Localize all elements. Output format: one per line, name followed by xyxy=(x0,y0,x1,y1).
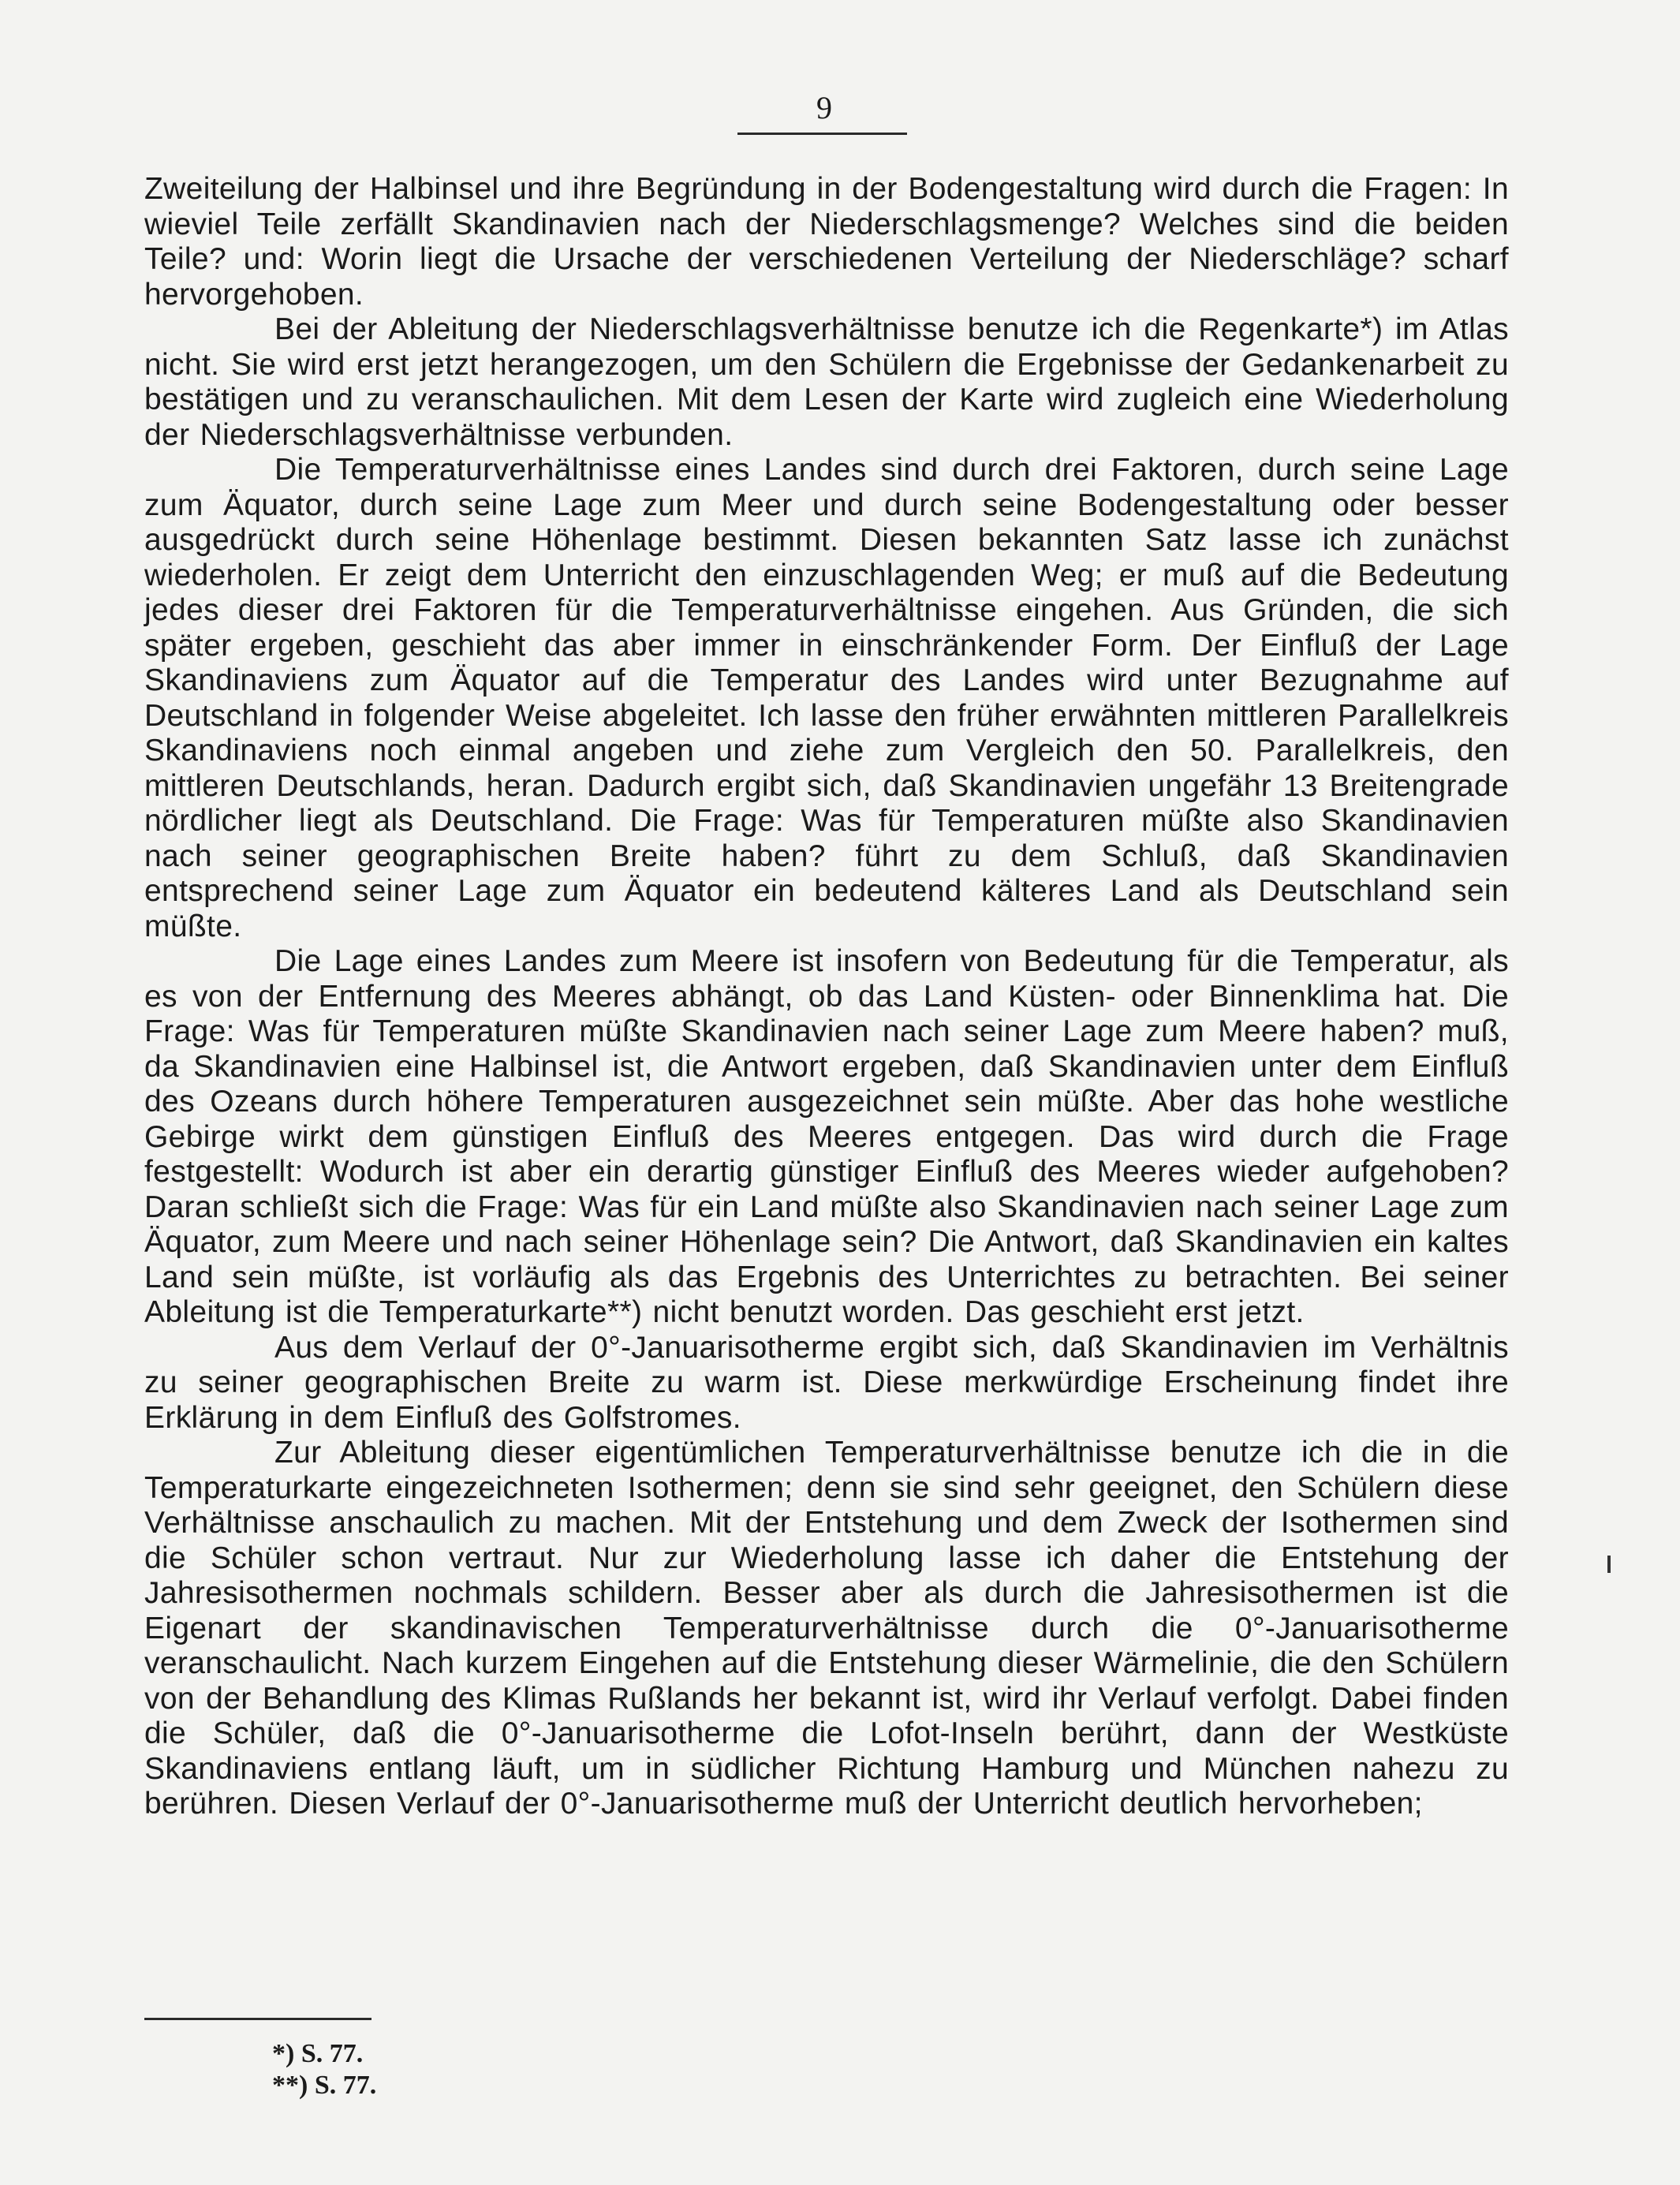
margin-mark xyxy=(1607,1556,1611,1573)
footnote-2: **) S. 77. xyxy=(272,2071,377,2100)
footnote-rule xyxy=(144,2018,371,2020)
paragraph-temperaturverhaeltnisse: Die Temperaturverhältnisse eines Landes sind durch drei Faktoren, durch seine Lage zum Äquator, durch seine Lage zum Meer und durch seine Bodengestaltung oder besser ausgedrückt durch seine Höhenlage bestimmt. Diesen bekannten Satz lasse ich zunächst wiederholen. Er zeigt dem Unterricht den einzuschlagenden Weg; er muß auf die Bedeutung jedes dieser drei Faktoren für die Temperaturverhältnisse eingehen. Aus Gründen, die sich später ergeben, geschieht das aber immer in einschränkender Form. Der Einfluß der Lage Skandinaviens zum Äquator auf die Temperatur des Landes wird unter Bezugnahme auf Deutschland in folgender Weise abgeleitet. Ich lasse den früher erwähnten mittleren Parallelkreis Skandinaviens noch einmal angeben und ziehe zum Vergleich den 50. Parallelkreis, den mittleren Deutschlands, heran. Dadurch ergibt sich, daß Skandinavien ungefähr 13 Breitengrade nördlicher liegt als Deutschland. Die Frage: Was für Temperaturen müßte also Skandinavien nach seiner geographischen Breite haben? führt zu dem Schluß, daß Skandinavien entsprechend seiner Lage zum Äquator ein bedeutend kälteres Land als Deutschland sein müßte. xyxy=(144,453,1509,943)
body-text xyxy=(144,172,1509,1822)
paragraph-januarisotherme: Aus dem Verlauf der 0°-Januarisotherme ergibt sich, daß Skandinavien im Verhältnis zu seiner geographischen Breite zu warm ist. Diese merkwürdige Erscheinung findet ihre Erklärung in dem Einfluß des Golfstromes. xyxy=(144,1330,1509,1435)
footnote-1: *) S. 77. xyxy=(272,2039,364,2068)
paragraph-continuation: Zweiteilung der Halbinsel und ihre Begründung in der Bodengestaltung wird durch die Fragen: In wieviel Teile zerfällt Skandinavien nach der Niederschlagsmenge? Welches sind die beiden Teile? und: Worin liegt die Ursache der verschiedenen Verteilung der Niederschläge? scharf hervorgehoben. xyxy=(144,172,1509,312)
paragraph-lage-zum-meere: Die Lage eines Landes zum Meere ist insofern von Bedeutung für die Temperatur, als es von der Entfernung des Meeres abhängt, ob das Land Küsten- oder Binnenklima hat. Die Frage: Was für Temperaturen müßte Skandinavien nach seiner Lage zum Meere haben? muß, da Skandinavien eine Halbinsel ist, die Antwort ergeben, daß Skandinavien unter dem Einfluß des Ozeans durch höhere Temperaturen ausgezeichnet sein müßte. Aber das hohe westliche Gebirge wirkt dem günstigen Einfluß des Meeres entgegen. Das wird durch die Frage festgestellt: Wodurch ist aber ein derartig günstiger Einfluß des Meeres wieder aufgehoben? Daran schließt sich die Frage: Was für ein Land müßte also Skandinavien nach seiner Lage zum Äquator, zum Meere und nach seiner Höhenlage sein? Die Antwort, daß Skandinavien ein kaltes Land sein müßte, ist vorläufig als das Ergebnis des Unterrichtes zu betrachten. Bei seiner Ableitung ist die Temperaturkarte**) nicht benutzt worden. Das geschieht erst jetzt. xyxy=(144,944,1509,1329)
footnotes xyxy=(272,2038,376,2101)
header-rule xyxy=(737,133,907,135)
paragraph-isothermen: Zur Ableitung dieser eigentümlichen Temperaturverhältnisse benutze ich die in die Temperaturkarte eingezeichneten Isothermen; denn sie sind sehr geeignet, den Schülern diese Verhältnisse anschaulich zu machen. Mit der Entstehung und dem Zweck der Isothermen sind die Schüler schon vertraut. Nur zur Wiederholung lasse ich daher die Entstehung der Jahresisothermen nochmals schildern. Besser aber als durch die Jahresisothermen ist die Eigenart der skandinavischen Temperaturverhältnisse durch die 0°-Januarisotherme veranschaulicht. Nach kurzem Eingehen auf die Entstehung dieser Wärmelinie, die den Schülern von der Behandlung des Klimas Rußlands her bekannt ist, wird ihr Verlauf verfolgt. Dabei finden die Schüler, daß die 0°-Januarisotherme die Lofot-Inseln berührt, dann der Westküste Skandinaviens entlang läuft, um in südlicher Richtung Hamburg und München nahezu zu berühren. Diesen Verlauf der 0°-Januarisotherme muß der Unterricht deutlich hervorheben; xyxy=(144,1436,1509,1821)
page-number: 9 xyxy=(816,90,832,125)
paragraph-regenkarte: Bei der Ableitung der Niederschlagsverhältnisse benutze ich die Regenkarte*) im Atlas nicht. Sie wird erst jetzt herangezogen, um den Schülern die Ergebnisse der Gedankenarbeit zu bestätigen und zu veranschaulichen. Mit dem Lesen der Karte wird zugleich eine Wiederholung der Niederschlagsverhältnisse verbunden. xyxy=(144,312,1509,452)
